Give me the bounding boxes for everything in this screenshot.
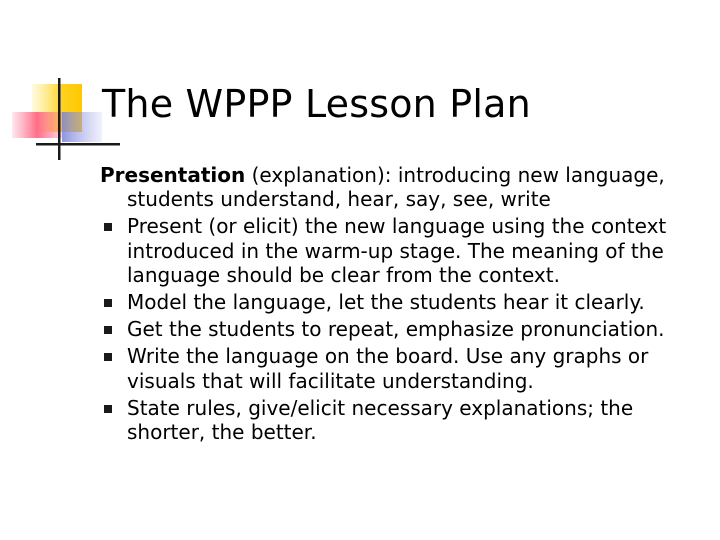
pink-bar xyxy=(12,112,62,138)
bullet-item xyxy=(100,344,712,392)
bullet-item xyxy=(100,290,712,314)
square-bullet-icon xyxy=(104,223,112,231)
intro-text: (explanation): introducing new language, students understand, hear, say, see, write xyxy=(127,163,665,212)
square-bullet-icon xyxy=(104,353,112,361)
bullet-list xyxy=(100,214,712,444)
intro-heading: Presentation xyxy=(100,163,246,187)
square-bullet-icon xyxy=(104,299,112,307)
square-bullet-icon xyxy=(104,405,112,413)
bullet-item xyxy=(100,317,712,341)
bullet-text: Model the language, let the students hear it clearly. xyxy=(127,290,645,315)
bullet-item xyxy=(100,214,712,287)
intro-paragraph xyxy=(100,163,712,211)
bullet-text: Get the students to repeat, emphasize pronunciation. xyxy=(127,317,665,342)
horizontal-line xyxy=(36,143,120,146)
bullet-text: State rules, give/elicit necessary explanations; the shorter, the better. xyxy=(127,395,634,445)
vertical-line xyxy=(58,78,61,160)
bullet-text: Present (or elicit) the new language using the context introduced in the warm-up stage. The meaning of the language should be clear from the context. xyxy=(127,214,667,287)
bullet-text: Write the language on the board. Use any graphs or visuals that will facilitate understanding. xyxy=(127,344,649,393)
bullet-item xyxy=(100,396,712,444)
slide-content xyxy=(100,163,712,447)
slide-title: The WPPP Lesson Plan xyxy=(102,82,531,126)
blue-square xyxy=(62,112,102,142)
square-bullet-icon xyxy=(104,326,112,334)
